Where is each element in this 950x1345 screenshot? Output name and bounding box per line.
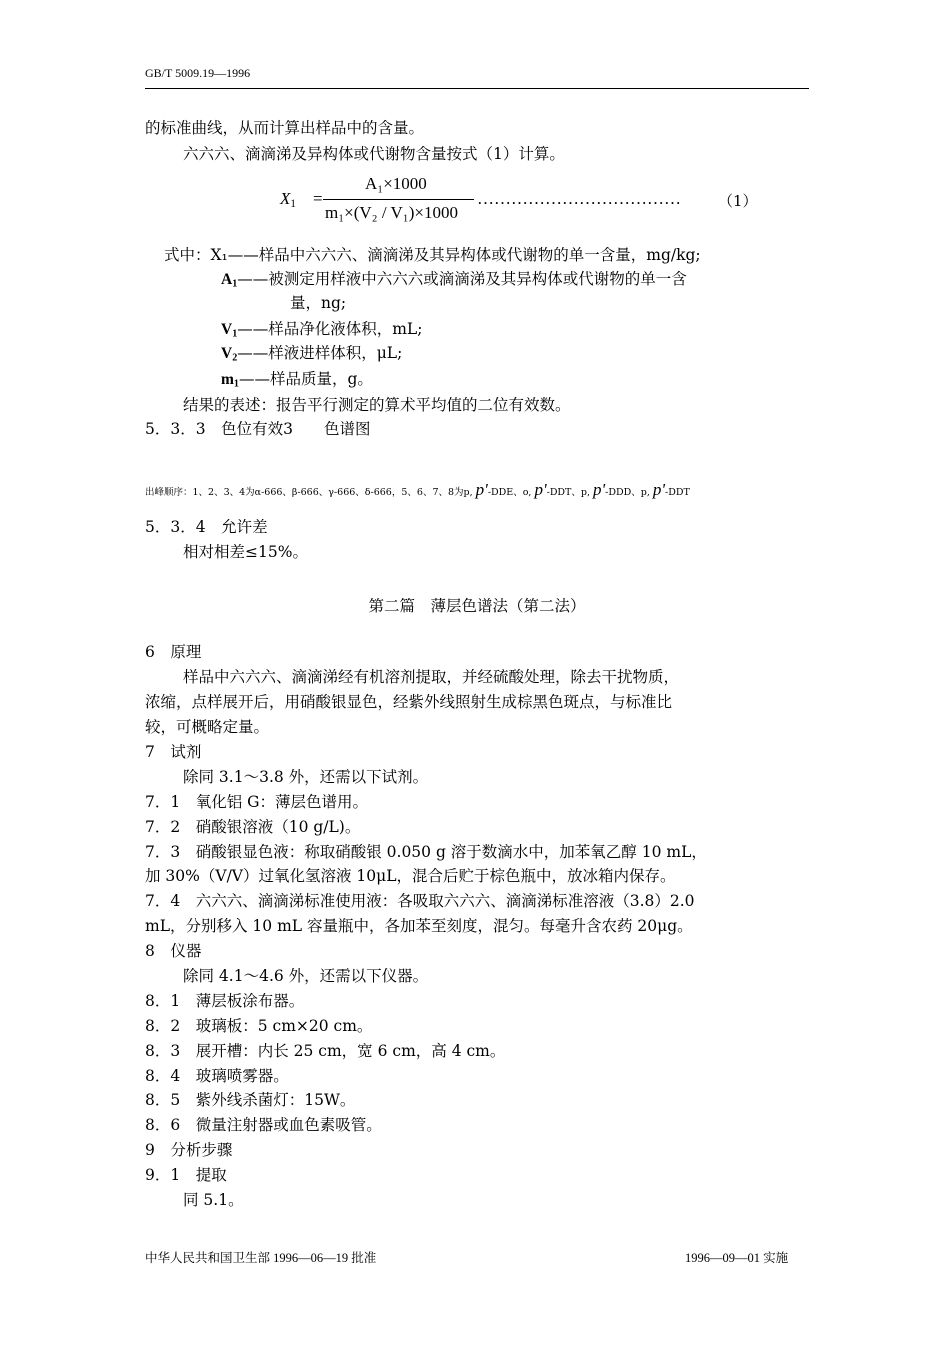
- formula-lhs: $X_1$: [280, 189, 296, 210]
- section-heading: 9 分析步骤: [145, 1141, 233, 1159]
- header-rule: [145, 88, 809, 89]
- section-heading: 7 试剂: [145, 743, 202, 761]
- list-item: 7．1 氧化铝 G：薄层色谱用。: [145, 793, 369, 811]
- list-item: 8．5 紫外线杀菌灯：15W。: [145, 1091, 356, 1109]
- formula-1: [280, 172, 770, 232]
- list-item: 7．2 硝酸银溶液（10 g/L)。: [145, 818, 361, 836]
- chapter-title: 第二篇 薄层色谱法（第二法）: [368, 597, 586, 615]
- list-item-cont: mL，分别移入 10 mL 容量瓶中，各加苯至刻度，混匀。每毫升含农药 20μg。: [145, 917, 693, 935]
- list-item: 8．1 薄层板涂布器。: [145, 992, 305, 1010]
- text-line: 六六六、滴滴涕及异构体或代谢物含量按式（1）计算。: [183, 145, 565, 163]
- list-item: 7．3 硝酸银显色液：称取硝酸银 0.050 g 溶于数滴水中，加苯氧乙醇 10 mL，: [145, 843, 707, 861]
- list-item: 8．2 玻璃板：5 cm×20 cm。: [145, 1017, 373, 1035]
- text-line: 相对相差≤15%。: [183, 543, 308, 561]
- list-item: 7．4 六六六、滴滴涕标准使用液：各吸取六六六、滴滴涕标准溶液（3.8）2.0: [145, 892, 695, 910]
- list-item: 8．6 微量注射器或血色素吸管。: [145, 1116, 382, 1134]
- formula-leader-dots: ………………………………: [477, 189, 681, 208]
- formula-number: （1）: [718, 192, 758, 210]
- formula-equals: =: [313, 189, 323, 208]
- variable-definition-cont: 量，ng;: [290, 294, 347, 312]
- footer-approval: 中华人民共和国卫生部 1996—06—19 批准: [145, 1251, 377, 1265]
- text-line: 浓缩，点样展开后，用硝酸银显色，经紫外线照射生成棕黑色斑点，与标准比: [145, 693, 673, 711]
- footer-implementation: 1996—09—01 实施: [685, 1251, 789, 1265]
- text-line: 除同 3.1～3.8 外，还需以下试剂。: [183, 768, 429, 786]
- list-item: 8．3 展开槽：内长 25 cm，宽 6 cm，高 4 cm。: [145, 1042, 506, 1060]
- text-line: 除同 4.1～4.6 外，还需以下仪器。: [183, 967, 429, 985]
- formula-denominator: m₁×(V₂ / V₁)×1000: [325, 203, 458, 222]
- variable-definition: $V_2——$样液进样体积，μL;: [221, 344, 403, 364]
- section-heading: 8 仪器: [145, 942, 202, 960]
- variable-definition: $m_1——$样品质量，g。: [221, 370, 373, 390]
- list-item: 8．4 玻璃喷雾器。: [145, 1067, 289, 1085]
- result-expression: 结果的表述：报告平行测定的算术平均值的二位有效数。: [183, 396, 571, 414]
- text-line: 较，可概略定量。: [145, 718, 270, 736]
- list-item: 9．1 提取: [145, 1166, 227, 1184]
- list-item-cont: 加 30%（V/V）过氧化氢溶液 10μL，混合后贮于棕色瓶中，放冰箱内保存。: [145, 867, 676, 885]
- text-line: 同 5.1。: [183, 1191, 244, 1209]
- text-line: 样品中六六六、滴滴涕经有机溶剂提取，并经硫酸处理，除去干扰物质，: [183, 668, 680, 686]
- formula-numerator: A₁×1000: [365, 174, 427, 193]
- fraction-bar: [323, 199, 474, 200]
- section-heading: 6 原理: [145, 643, 202, 661]
- section-heading: 5．3．3 色位有效3 色谱图: [145, 420, 371, 438]
- standard-code: GB/T 5009.19—1996: [145, 66, 251, 80]
- variable-definition: $A_1——$被测定用样液中六六六或滴滴涕及其异构体或代谢物的单一含: [221, 270, 687, 290]
- text-line: 的标准曲线，从而计算出样品中的含量。: [145, 119, 425, 137]
- section-heading: 5．3．4 允许差: [145, 518, 268, 536]
- variable-definition: $V_1——$样品净化液体积，mL;: [221, 320, 423, 340]
- variable-definition: 式中：X₁——样品中六六六、滴滴涕及其异构体或代谢物的单一含量，mg/kg;: [164, 246, 701, 264]
- peak-order-note: 出峰顺序：1、2、3、4为α-666、β-666、γ-666、δ-666，5、6、7、8为p, p'-DDE、o, p'-DDT、p, p'-DDD、p, p'-DDT: [145, 480, 690, 499]
